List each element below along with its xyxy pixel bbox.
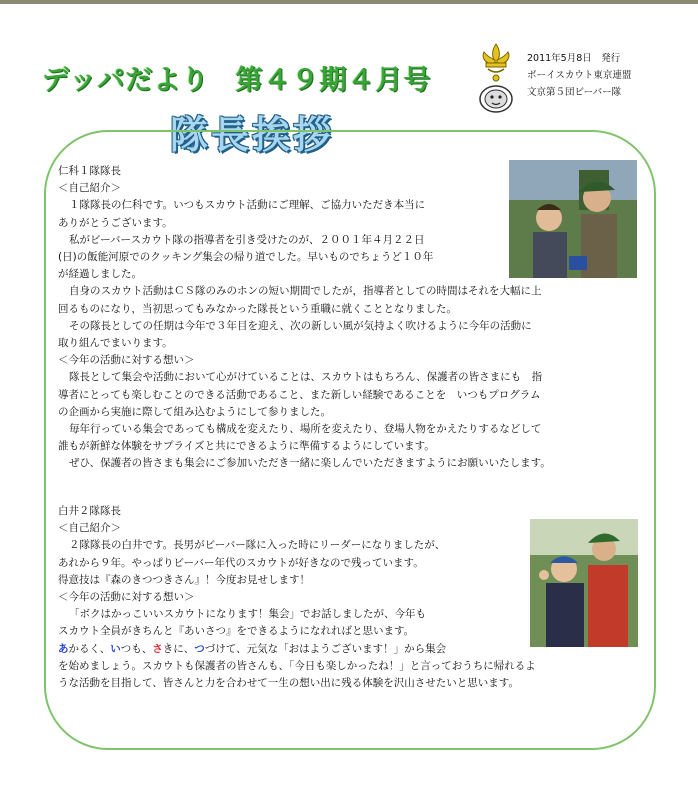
leader2-plan-label: ＜今年の活動に対する想い＞: [58, 591, 195, 604]
aisatsu-tsu: つ: [194, 642, 205, 655]
publish-date: 2011年5月8日 発行: [527, 53, 621, 64]
aisatsu-i-rest: つも、: [120, 642, 153, 655]
leader1-heading: 仁科１隊隊長: [58, 165, 121, 177]
leader1-plan-line: 導者にとっても楽しむことのできる活動であること、また新しい経験であることを いつもプログラム: [58, 388, 541, 401]
leader1-plan-label: ＜今年の活動に対する想い＞: [58, 354, 195, 367]
leader2-intro-line: 得意技は『森のきつつきさん』！今度お見せします！: [58, 573, 310, 586]
leader1-intro-line: 自身のスカウト活動はＣＳ隊のみのホンの短い期間でしたが，指導者としての時間はそれを大幅に上: [69, 285, 542, 298]
leader1-intro-line: 回るものになり，当初思ってもみなかった隊長という重職に就くこととなりました。: [58, 302, 457, 315]
leader2-closing-line: うな活動を目指して、皆さんと力を合わせて一生の想い出に残る体験を沢山させたいと思います。: [58, 677, 519, 690]
newsletter-title: [42, 58, 431, 97]
leader2-plan-line: 「ボクはかっこいいスカウトになります！集会」でお話しましたが、今年も: [69, 608, 426, 621]
newsletter-name: デッパだより: [42, 65, 210, 96]
section-title: 隊長挨拶: [170, 113, 335, 157]
scout-fleur-de-lis-icon: [476, 42, 516, 84]
issue-number: 第４９期４月号: [235, 65, 432, 96]
leader1-intro-label: ＜自己紹介＞: [58, 182, 121, 195]
leader1-plan-line: ぜひ、保護者の皆さまも集会にご参加いただき一緒に楽しんでいただきますようにお願いいたします。: [69, 457, 551, 470]
leader1-intro-line: その隊長としての任期は今年で３年目を迎え、次の新しい風が気持よく吹けるように今年の活動に: [69, 319, 532, 332]
leader1-section: [58, 163, 648, 473]
leader2-heading: 白井２隊隊長: [58, 505, 121, 517]
aisatsu-sa: さ: [152, 642, 163, 655]
leader1-plan-line: 誰もが新鮮な体験をサプライズと共にできるように準備するようにしています。: [58, 440, 435, 453]
leader1-intro-line: 取り組んでまいります。: [58, 337, 173, 350]
leader2-intro-label: ＜自己紹介＞: [58, 522, 121, 535]
leader1-plan-line: の企画から実施に際して組み込むようにして参りました。: [58, 405, 331, 418]
aisatsu-line: [58, 641, 648, 658]
leader1-intro-line: (日)の飯能河原でのクッキング集会の帰り道でした。早いものでちょうど１０年: [58, 251, 434, 264]
leader1-intro-line: ありがとうございます。: [58, 216, 173, 229]
beaver-seal-icon: [478, 84, 514, 114]
aisatsu-a: あ: [58, 642, 69, 655]
leader1-plan-line: 隊長として集会や活動において心がけていることは、スカウトはもちろん、保護者の皆さまにも 指: [69, 371, 543, 384]
leader2-closing-line: を始めましょう。スカウトも保護者の皆さんも、「今日も楽しかったね！」と言っておうちに帰れるよ: [58, 659, 536, 672]
publication-info: [527, 50, 631, 101]
group-name: 文京第５団ビーバー隊: [527, 87, 622, 98]
leader2-intro-line: ２隊隊長の白井です。長男がビーバー隊に入った時にリーダーになりましたが、: [69, 539, 446, 552]
leader1-intro-line: が経過しました。: [58, 268, 142, 281]
leader1-intro-line: １隊隊長の仁科です。いつもスカウト活動にご理解、ご協力いただき本当に: [69, 199, 426, 212]
aisatsu-tsu-rest: づけて、元気な「おはようございます！」から集会: [204, 642, 447, 655]
leader2-plan-line: スカウト全員がきちんと『あいさつ』をできるようになれればと思います。: [58, 625, 415, 638]
aisatsu-i: い: [110, 642, 121, 655]
leader1-plan-line: 毎年行っている集会であっても構成を変えたり、場所を変えたり、登場人物をかえたりするなどして: [69, 423, 542, 436]
leader1-intro-line: 私がビーバースカウト隊の指導者を引き受けたのが、２００１年４月２２日: [69, 233, 425, 246]
top-rule: [0, 0, 698, 4]
leader2-section: [58, 503, 648, 692]
aisatsu-sa-rest: きに、: [162, 642, 195, 655]
organization: ボーイスカウト東京連盟: [527, 70, 632, 81]
aisatsu-a-rest: かるく、: [68, 642, 111, 655]
leader2-intro-line: あれから９年。やっぱりビーバー年代のスカウトが好きなので残っています。: [58, 556, 424, 569]
